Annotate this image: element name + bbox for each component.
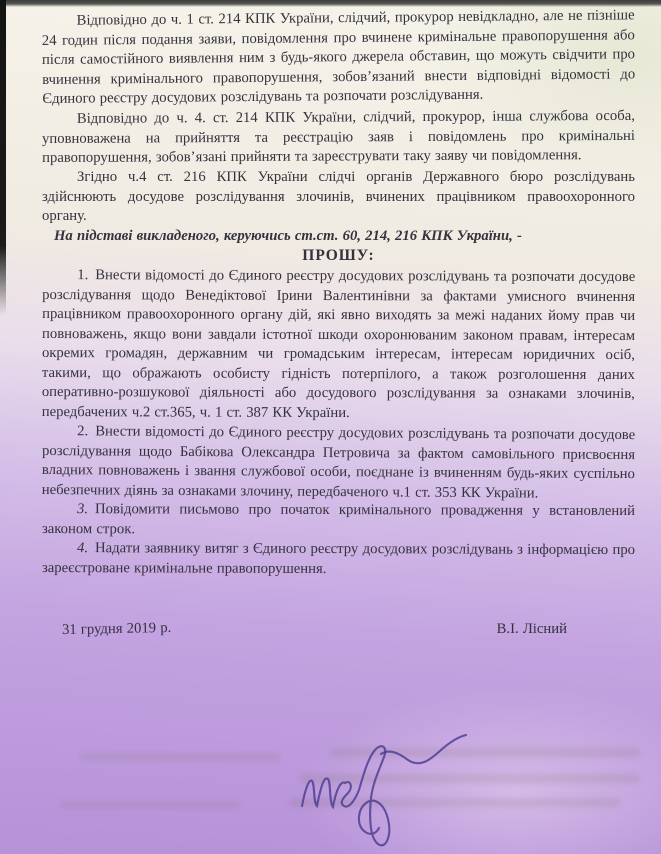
scan-edge-top xyxy=(0,0,661,7)
signer-name: В.І. Лісний xyxy=(496,620,567,637)
paragraph-kpk-216: Згідно ч.4 ст. 216 КПК України слідчі органів Державного бюро розслідувань здійснюють досудове розслідування злочинів, вчинених працівником правоохоронного органу. xyxy=(42,169,635,224)
bleed-through-smudge xyxy=(80,753,280,761)
request-item-1 xyxy=(42,266,636,424)
handwritten-signature-icon xyxy=(278,684,478,854)
bleed-through-smudge xyxy=(330,748,640,757)
paragraph-kpk-214-part4: Відповідно до ч. 4. ст. 214 КПК України, слідчий, прокурор, інша службова особа, уповноважена на прийняття та реєстрацію заяв і повідомлень про кримінальні правопорушення, зобов’язані прийняти та зареєструвати таку заяву чи повідомлення. xyxy=(41,107,636,166)
bleed-through-smudge xyxy=(60,801,240,809)
document-body xyxy=(41,7,636,639)
item-number: 2. xyxy=(77,422,89,439)
request-item-3 xyxy=(42,500,635,541)
request-item-2 xyxy=(42,422,636,504)
legal-basis-line: На підставі викладеного, керуючись ст.ст. 60, 214, 216 КПК України, - xyxy=(54,227,522,244)
paragraph-kpk-214-part1: Відповідно до ч. 1 ст. 214 КПК України, слідчий, прокурор невідкладно, але не пізніше 24 годин після подання заяви, повідомлення про вчинене кримінальне правопорушення або після самостійного виявлення ним з будь-якого джерела обставин, що можуть свідчити про вчинення кримінального правопорушення, зобов’язаний внести відповідні відомості до Єдиного реєстру досудових розслідувань та розпочати розслідування. xyxy=(41,7,636,107)
item-text: Надати заявнику витяг з Єдиного реєстру досудових розслідувань з інформацією про зареєстроване кримінальне правопорушення. xyxy=(41,539,636,576)
bleed-through-smudge xyxy=(290,798,620,807)
item-text: Внести відомості до Єдиного реєстру досудових розслідувань та розпочати досудове розслідування щодо Венедіктової Ірини Валентинівни за фактами умисного вчинення працівником правоохоронного органу дій, які явно виходять за межі наданих йому прав чи повноважень, якщо вони завдали істотної шкоди охоронюваним законом правам, інтересам окремих громадян, державним чи громадським інтересам, інтересам юридичних осіб, такими, що ображають особисту гідність потерпілого, а також розголошення даних оперативно-розшукової діяльності або досудового розслідування за ознаками злочинів, передбачених ч.2 ст.365, ч. 1 ст. 387 КК України. xyxy=(41,266,636,421)
scan-edge-left xyxy=(0,0,6,315)
item-text: Повідомити письмово про початок кримінального провадження у встановлений законом строк. xyxy=(41,500,636,537)
item-number: 4. xyxy=(77,539,89,556)
bleed-through-smudge xyxy=(300,774,640,783)
document-date: 31 грудня 2019 р. xyxy=(61,619,172,638)
item-number: 1. xyxy=(77,266,89,283)
request-heading: ПРОШУ: xyxy=(302,247,375,264)
document-footer xyxy=(42,620,635,640)
item-text: Внести відомості до Єдиного реєстру досудових розслідувань та розпочати досудове розслідування щодо Бабікова Олександра Петровича за фактом самовільного присвоєння владних повноважень і звання службової особи, поєднане із вчиненням будь-яких суспільно небезпечних діянь за ознаками злочину, передбаченого ч.1 ст. 353 КК України. xyxy=(41,422,636,501)
item-number: 3. xyxy=(77,500,89,517)
request-item-4 xyxy=(42,539,635,580)
